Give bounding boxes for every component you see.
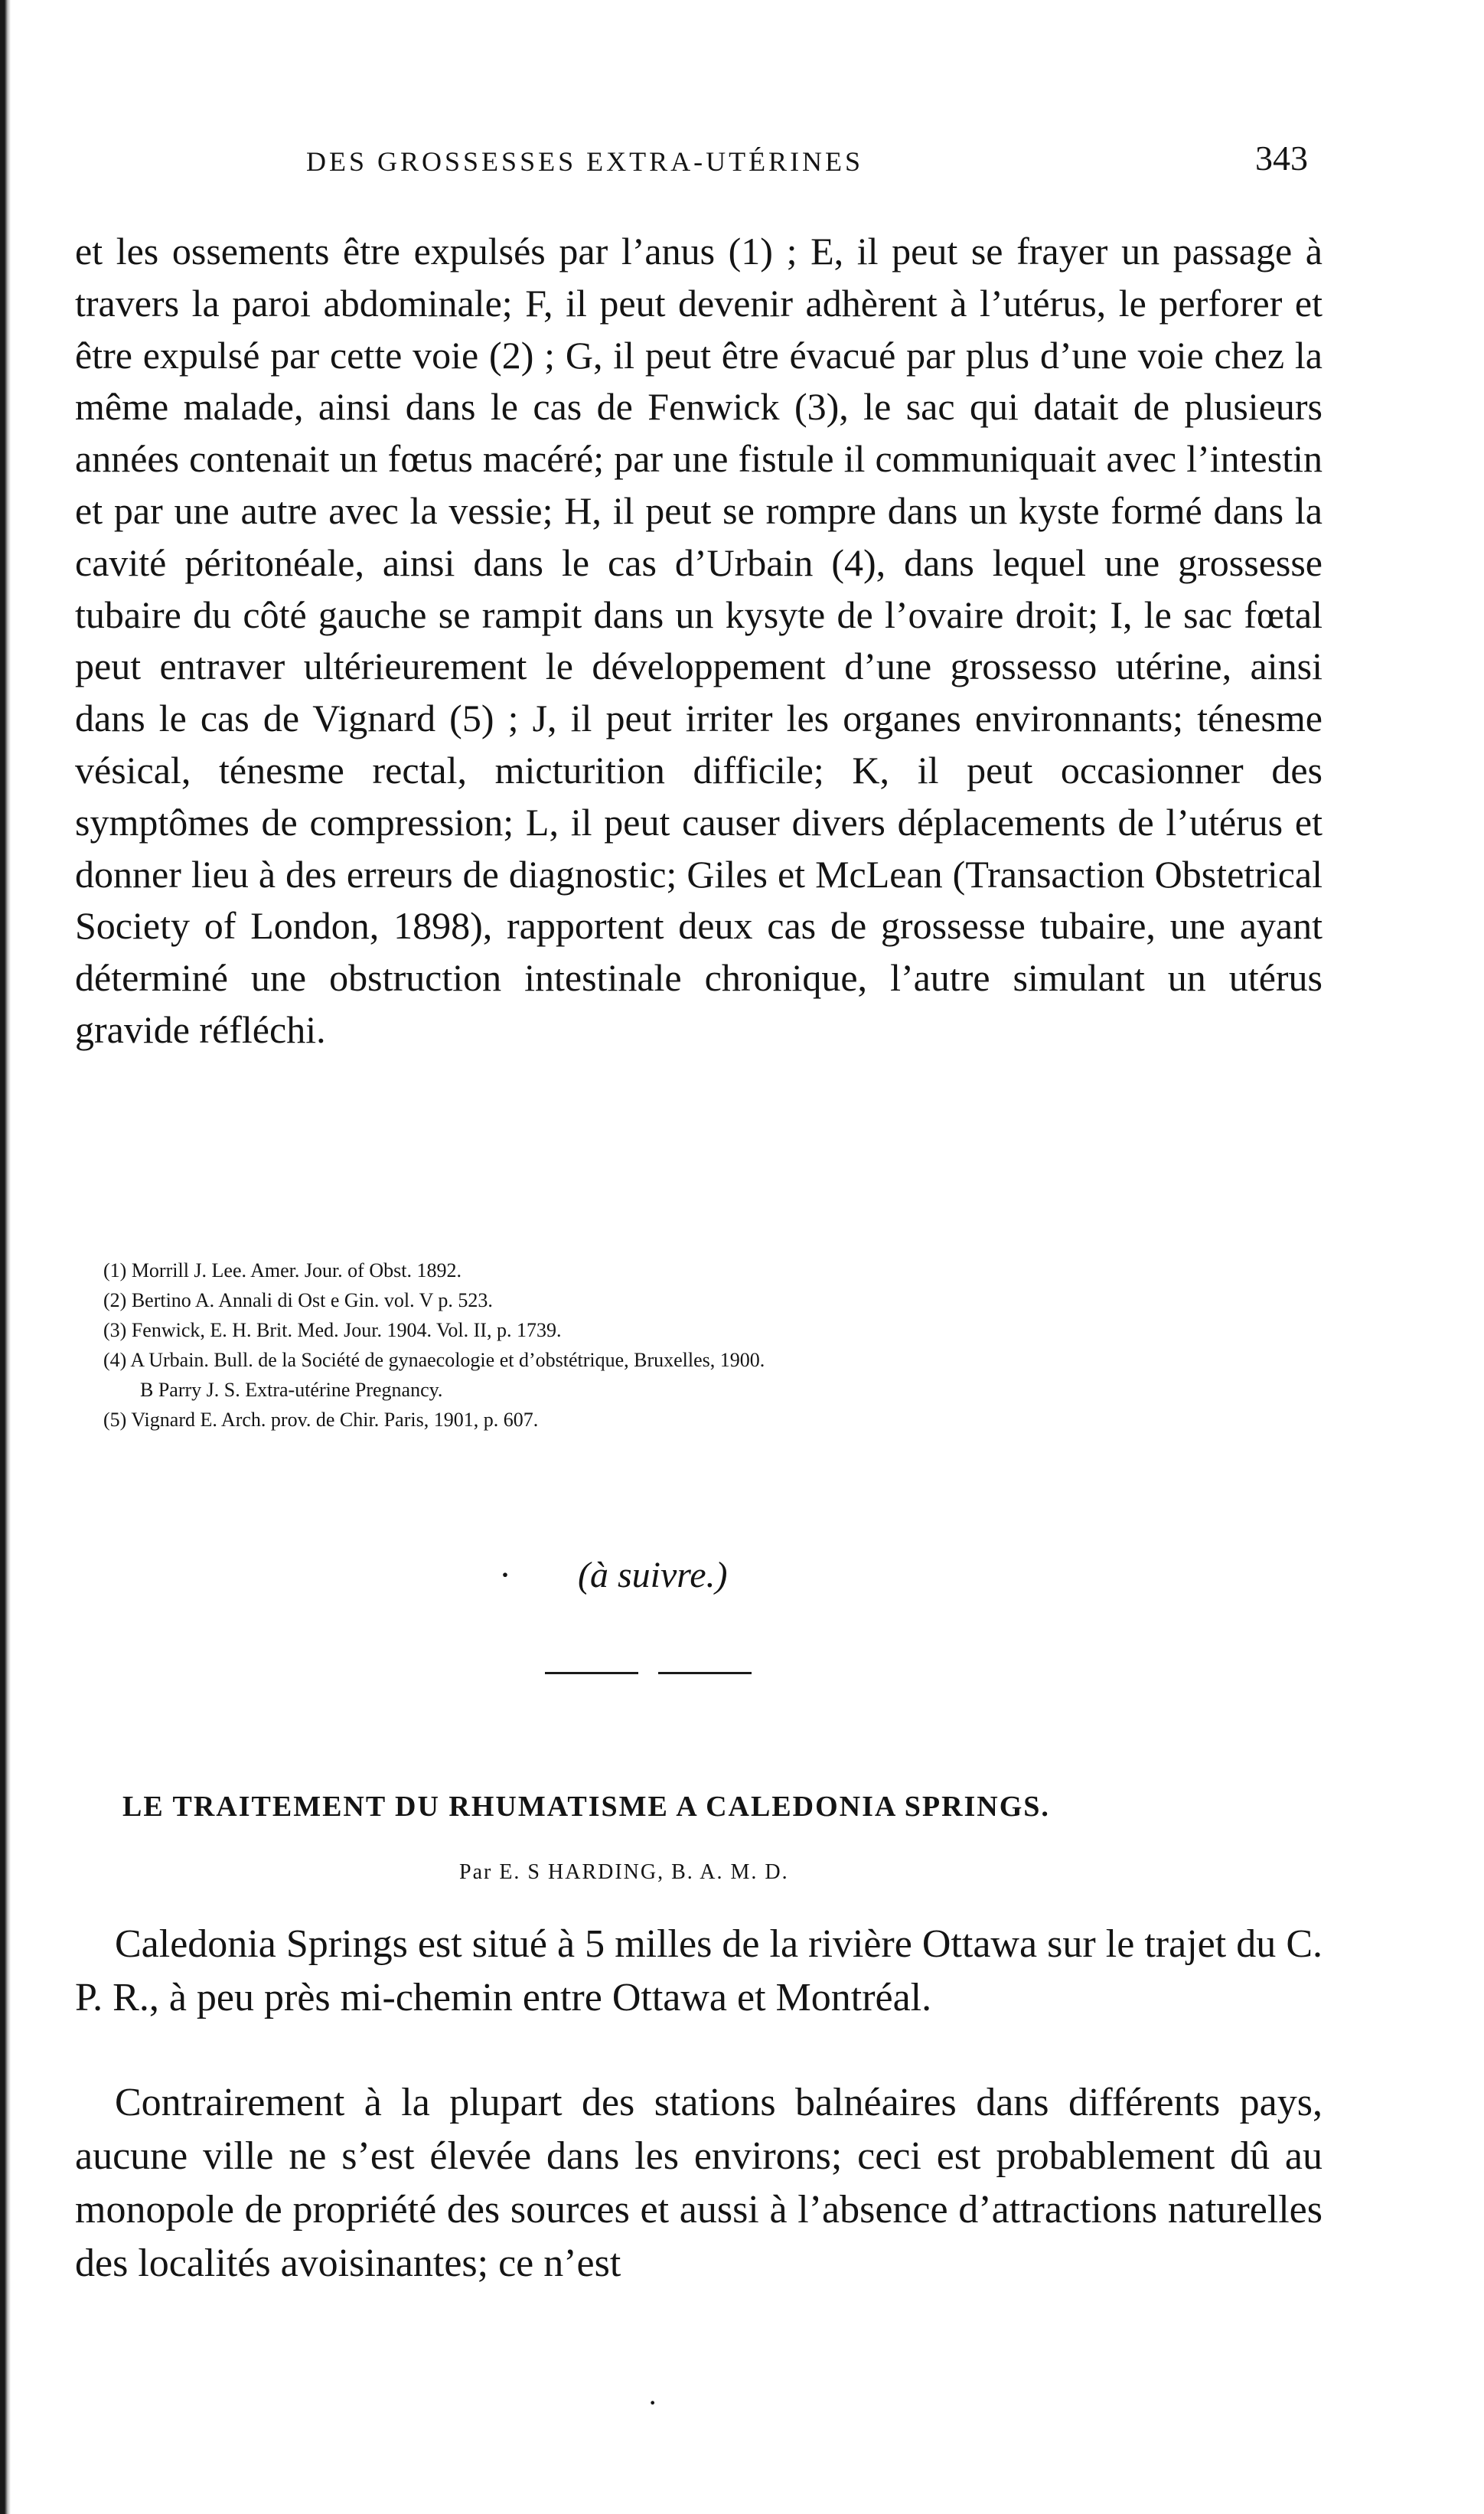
article-byline: Par E. S HARDING, B. A. M. D. [459, 1860, 789, 1884]
continued-note: (à suivre.) [578, 1555, 728, 1595]
running-title: DES GROSSESSES EXTRA-UTÉRINES [306, 146, 864, 177]
article-title: LE TRAITEMENT DU RHUMATISME A CALEDONIA SPRINGS. [122, 1791, 1050, 1823]
binding-edge [0, 0, 11, 2514]
separator-rule-left [545, 1672, 638, 1674]
stray-dot: · [647, 2385, 658, 2420]
separator-rule-right [658, 1672, 752, 1674]
article-paragraph-1: Caledonia Springs est situé à 5 milles de la rivière Ottawa sur le trajet du C. P. R., à peu près mi-chemin entre Ottawa et Montréal. [75, 1922, 1323, 2019]
body-paragraph: et les ossements être expulsés par l’anus (1) ; E, il peut se frayer un passage à travers la paroi abdominale; F, il peut devenir adhèrent à l’utérus, le perforer et être expulsé par cette voie (2) ; G, il peut être évacué par plus d’une voie chez la même malade, ainsi dans le cas de Fenwick (3), le sac qui datait de plusieurs années contenait un fœtus macéré; par une fistule il communiquait avec l’intestin et par une autre avec la vessie; H, il peut se rompre dans un kyste formé dans la cavité péritonéale, ainsi dans le cas d’Urbain (4), dans lequel une grossesse tubaire du côté gauche se rampit dans un kysyte de l’ovaire droit; I, le sac fœtal peut entraver ultérieurement le développement d’une grossesso utérine, ainsi dans le cas de Vignard (5) ; J, il peut irriter les organes environnants; ténesme vésical, ténesme rectal, micturition difficile; K, il peut occasionner des symptômes de compression; L, il peut causer divers déplacements de l’utérus et donner lieu à des erreurs de diagnostic; Giles et McLean (Transaction Obstetrical Society of London, 1898), rapportent deux cas de grossesse tubaire, une ayant déterminé une obstruction intestinale chronique, l’autre simulant un utérus gravide réfléchi. [75, 230, 1323, 1051]
footnote-5: (5) Vignard E. Arch. prov. de Chir. Paris, 1901, p. 607. [103, 1409, 539, 1431]
footnote-4: (4) A Urbain. Bull. de la Société de gynaecologie et d’obstétrique, Bruxelles, 1900. [103, 1349, 765, 1371]
footnote-4b: B Parry J. S. Extra-utérine Pregnancy. [140, 1379, 443, 1401]
stray-mark: · [499, 1555, 511, 1595]
footnote-2: (2) Bertino A. Annali di Ost e Gin. vol. V p. 523. [103, 1289, 493, 1311]
footnote-3: (3) Fenwick, E. H. Brit. Med. Jour. 1904. Vol. II, p. 1739. [103, 1319, 562, 1341]
article-paragraph-2: Contrairement à la plupart des stations balnéaires dans différents pays, aucune ville ne s’est élevée dans les environs; ceci est probablement dû au monopole de propriété des sources et aussi à l’absence d’attractions naturelles des localités avoisinantes; ce n’est [75, 2081, 1323, 2285]
footnotes [103, 1255, 1175, 1435]
page-number: 343 [1255, 139, 1308, 178]
footnote-1: (1) Morrill J. Lee. Amer. Jour. of Obst. 1892. [103, 1259, 462, 1281]
